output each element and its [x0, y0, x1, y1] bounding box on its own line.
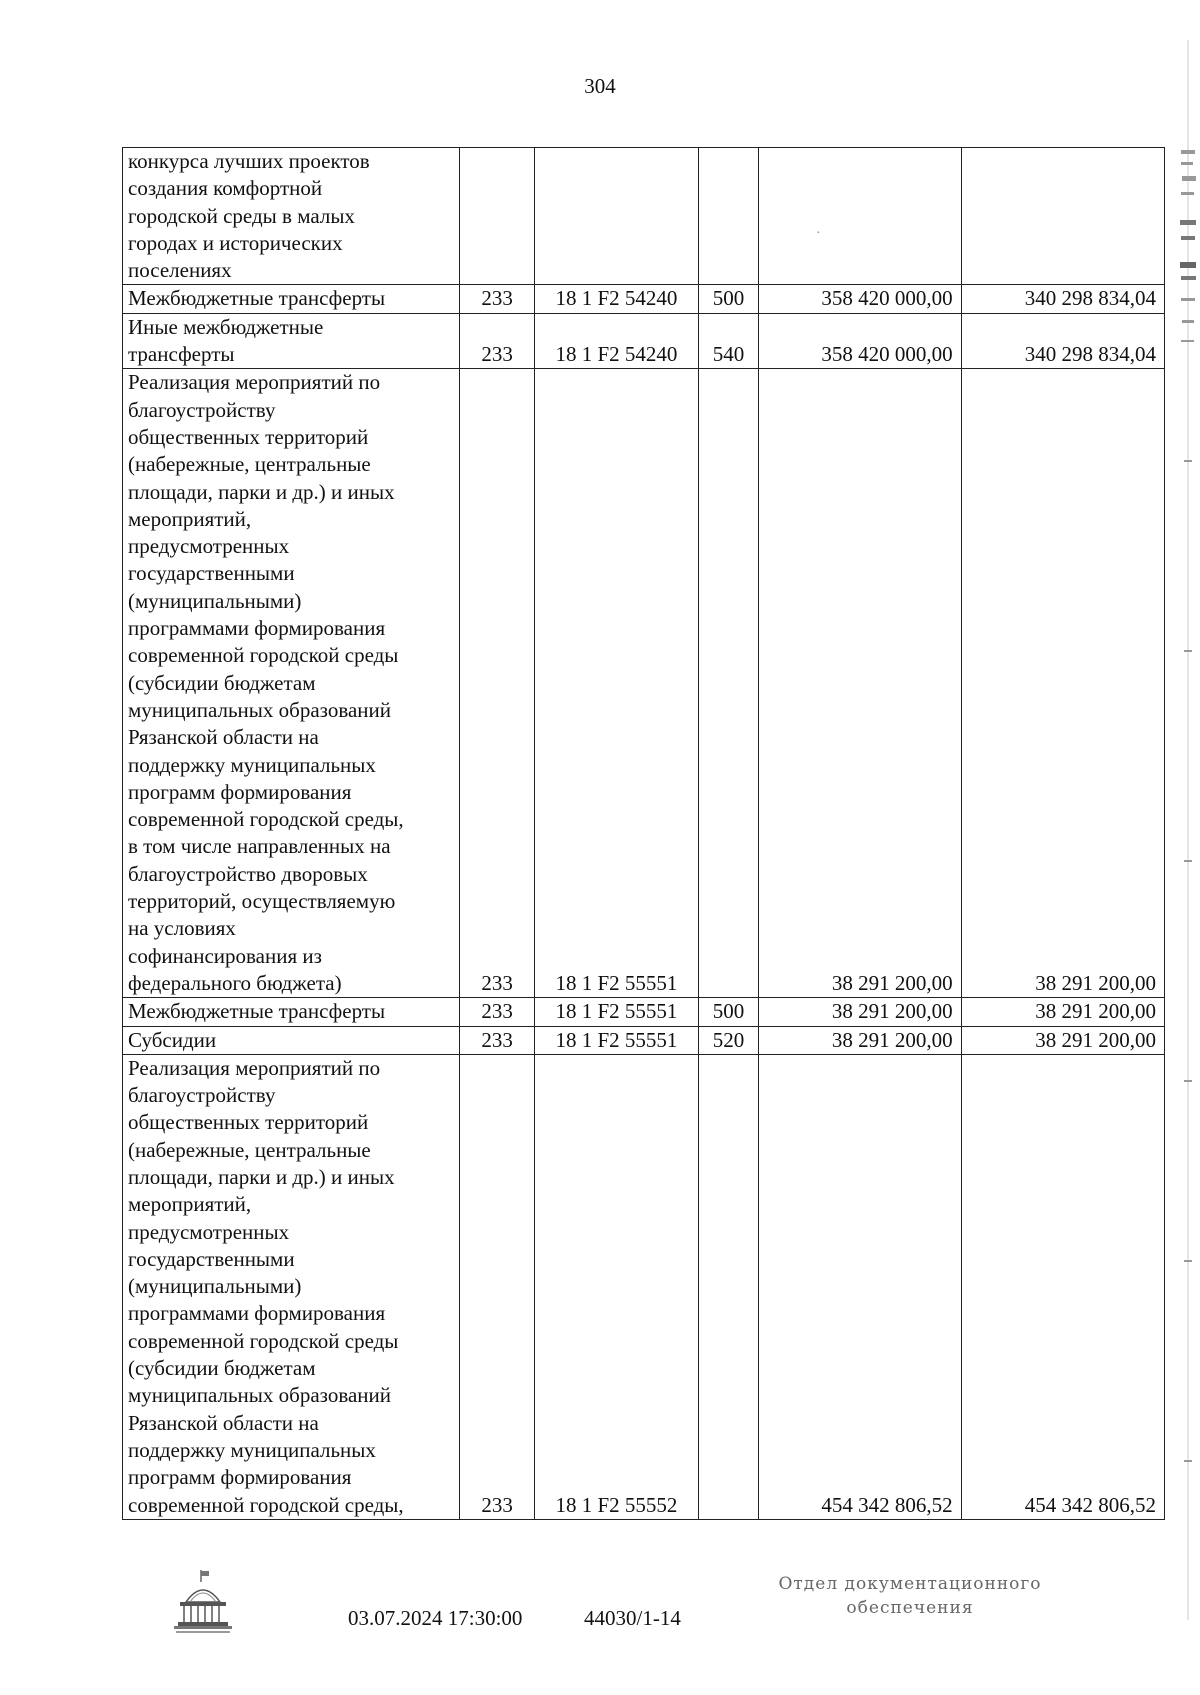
scan-edge-marks	[1178, 40, 1200, 1620]
row-ved: 233	[460, 313, 535, 369]
row-sum1: 454 342 806,52	[759, 1054, 961, 1519]
row-sum2: 38 291 200,00	[961, 1026, 1164, 1054]
row-ved: 233	[460, 1054, 535, 1519]
row-vr: 500	[698, 285, 759, 313]
row-vr	[698, 1054, 759, 1519]
budget-table	[122, 147, 1165, 1520]
row-ved: 233	[460, 1026, 535, 1054]
row-name: Реализация мероприятий по благоустройству общественных территорий (набережные, центральные площади, парки и др.) и иных мероприятий, предусмотренных государственными (муниципальными) программами формирования современной городской среды (субсидии бюджетам муниципальных образований Рязанской области на поддержку муниципальных программ формирования современной городской среды, в том числе направленных на благоустройство дворовых территорий, осуществляемую на условиях софинансирования из федерального бюджета)	[123, 369, 460, 998]
row-sum1	[759, 148, 961, 285]
row-ved: 233	[460, 285, 535, 313]
row-sum1: 38 291 200,00	[759, 369, 961, 998]
stamp-line-2: обеспечения	[846, 1598, 974, 1618]
row-vr	[698, 369, 759, 998]
row-sum1: 358 420 000,00	[759, 285, 961, 313]
table-row	[123, 148, 1165, 285]
table-row	[123, 998, 1165, 1026]
row-csr: 18 1 F2 54240	[535, 313, 699, 369]
row-vr: 540	[698, 313, 759, 369]
table-row	[123, 313, 1165, 369]
row-sum1: 38 291 200,00	[759, 1026, 961, 1054]
scan-dot-mark: ·	[816, 226, 821, 241]
row-sum2: 454 342 806,52	[961, 1054, 1164, 1519]
row-csr: 18 1 F2 55551	[535, 369, 699, 998]
row-ved: 233	[460, 369, 535, 998]
row-sum2: 38 291 200,00	[961, 369, 1164, 998]
row-csr: 18 1 F2 55552	[535, 1054, 699, 1519]
row-ved	[460, 148, 535, 285]
row-sum2: 340 298 834,04	[961, 313, 1164, 369]
row-csr: 18 1 F2 54240	[535, 285, 699, 313]
table-row	[123, 1054, 1165, 1519]
row-name: Межбюджетные трансферты	[123, 998, 460, 1026]
table-row	[123, 285, 1165, 313]
row-vr	[698, 148, 759, 285]
page-number: 304	[584, 74, 616, 98]
row-name: Реализация мероприятий по благоустройству общественных территорий (набережные, центральные площади, парки и др.) и иных мероприятий, предусмотренных государственными (муниципальными) программами формирования современной городской среды (субсидии бюджетам муниципальных образований Рязанской области на поддержку муниципальных программ формирования современной городской среды,	[123, 1054, 460, 1519]
row-sum1: 358 420 000,00	[759, 313, 961, 369]
stamp-line-1: Отдел документационного	[778, 1574, 1042, 1594]
row-name: конкурса лучших проектов создания комфортной городской среды в малых городах и исторических поселениях	[123, 148, 460, 285]
row-name: Иные межбюджетные трансферты	[123, 313, 460, 369]
row-sum2: 38 291 200,00	[961, 998, 1164, 1026]
duma-building-logo-icon	[168, 1568, 238, 1636]
row-name: Межбюджетные трансферты	[123, 285, 460, 313]
row-sum2	[961, 148, 1164, 285]
footer-doc-number: 44030/1-14	[584, 1606, 681, 1630]
table-row	[123, 1026, 1165, 1054]
row-sum2: 340 298 834,04	[961, 285, 1164, 313]
row-vr: 500	[698, 998, 759, 1026]
stamp-text	[760, 1572, 1060, 1620]
table-row	[123, 369, 1165, 998]
row-csr	[535, 148, 699, 285]
row-vr: 520	[698, 1026, 759, 1054]
footer-date: 03.07.2024 17:30:00	[348, 1606, 523, 1630]
row-ved: 233	[460, 998, 535, 1026]
row-csr: 18 1 F2 55551	[535, 998, 699, 1026]
row-sum1: 38 291 200,00	[759, 998, 961, 1026]
row-csr: 18 1 F2 55551	[535, 1026, 699, 1054]
row-name: Субсидии	[123, 1026, 460, 1054]
